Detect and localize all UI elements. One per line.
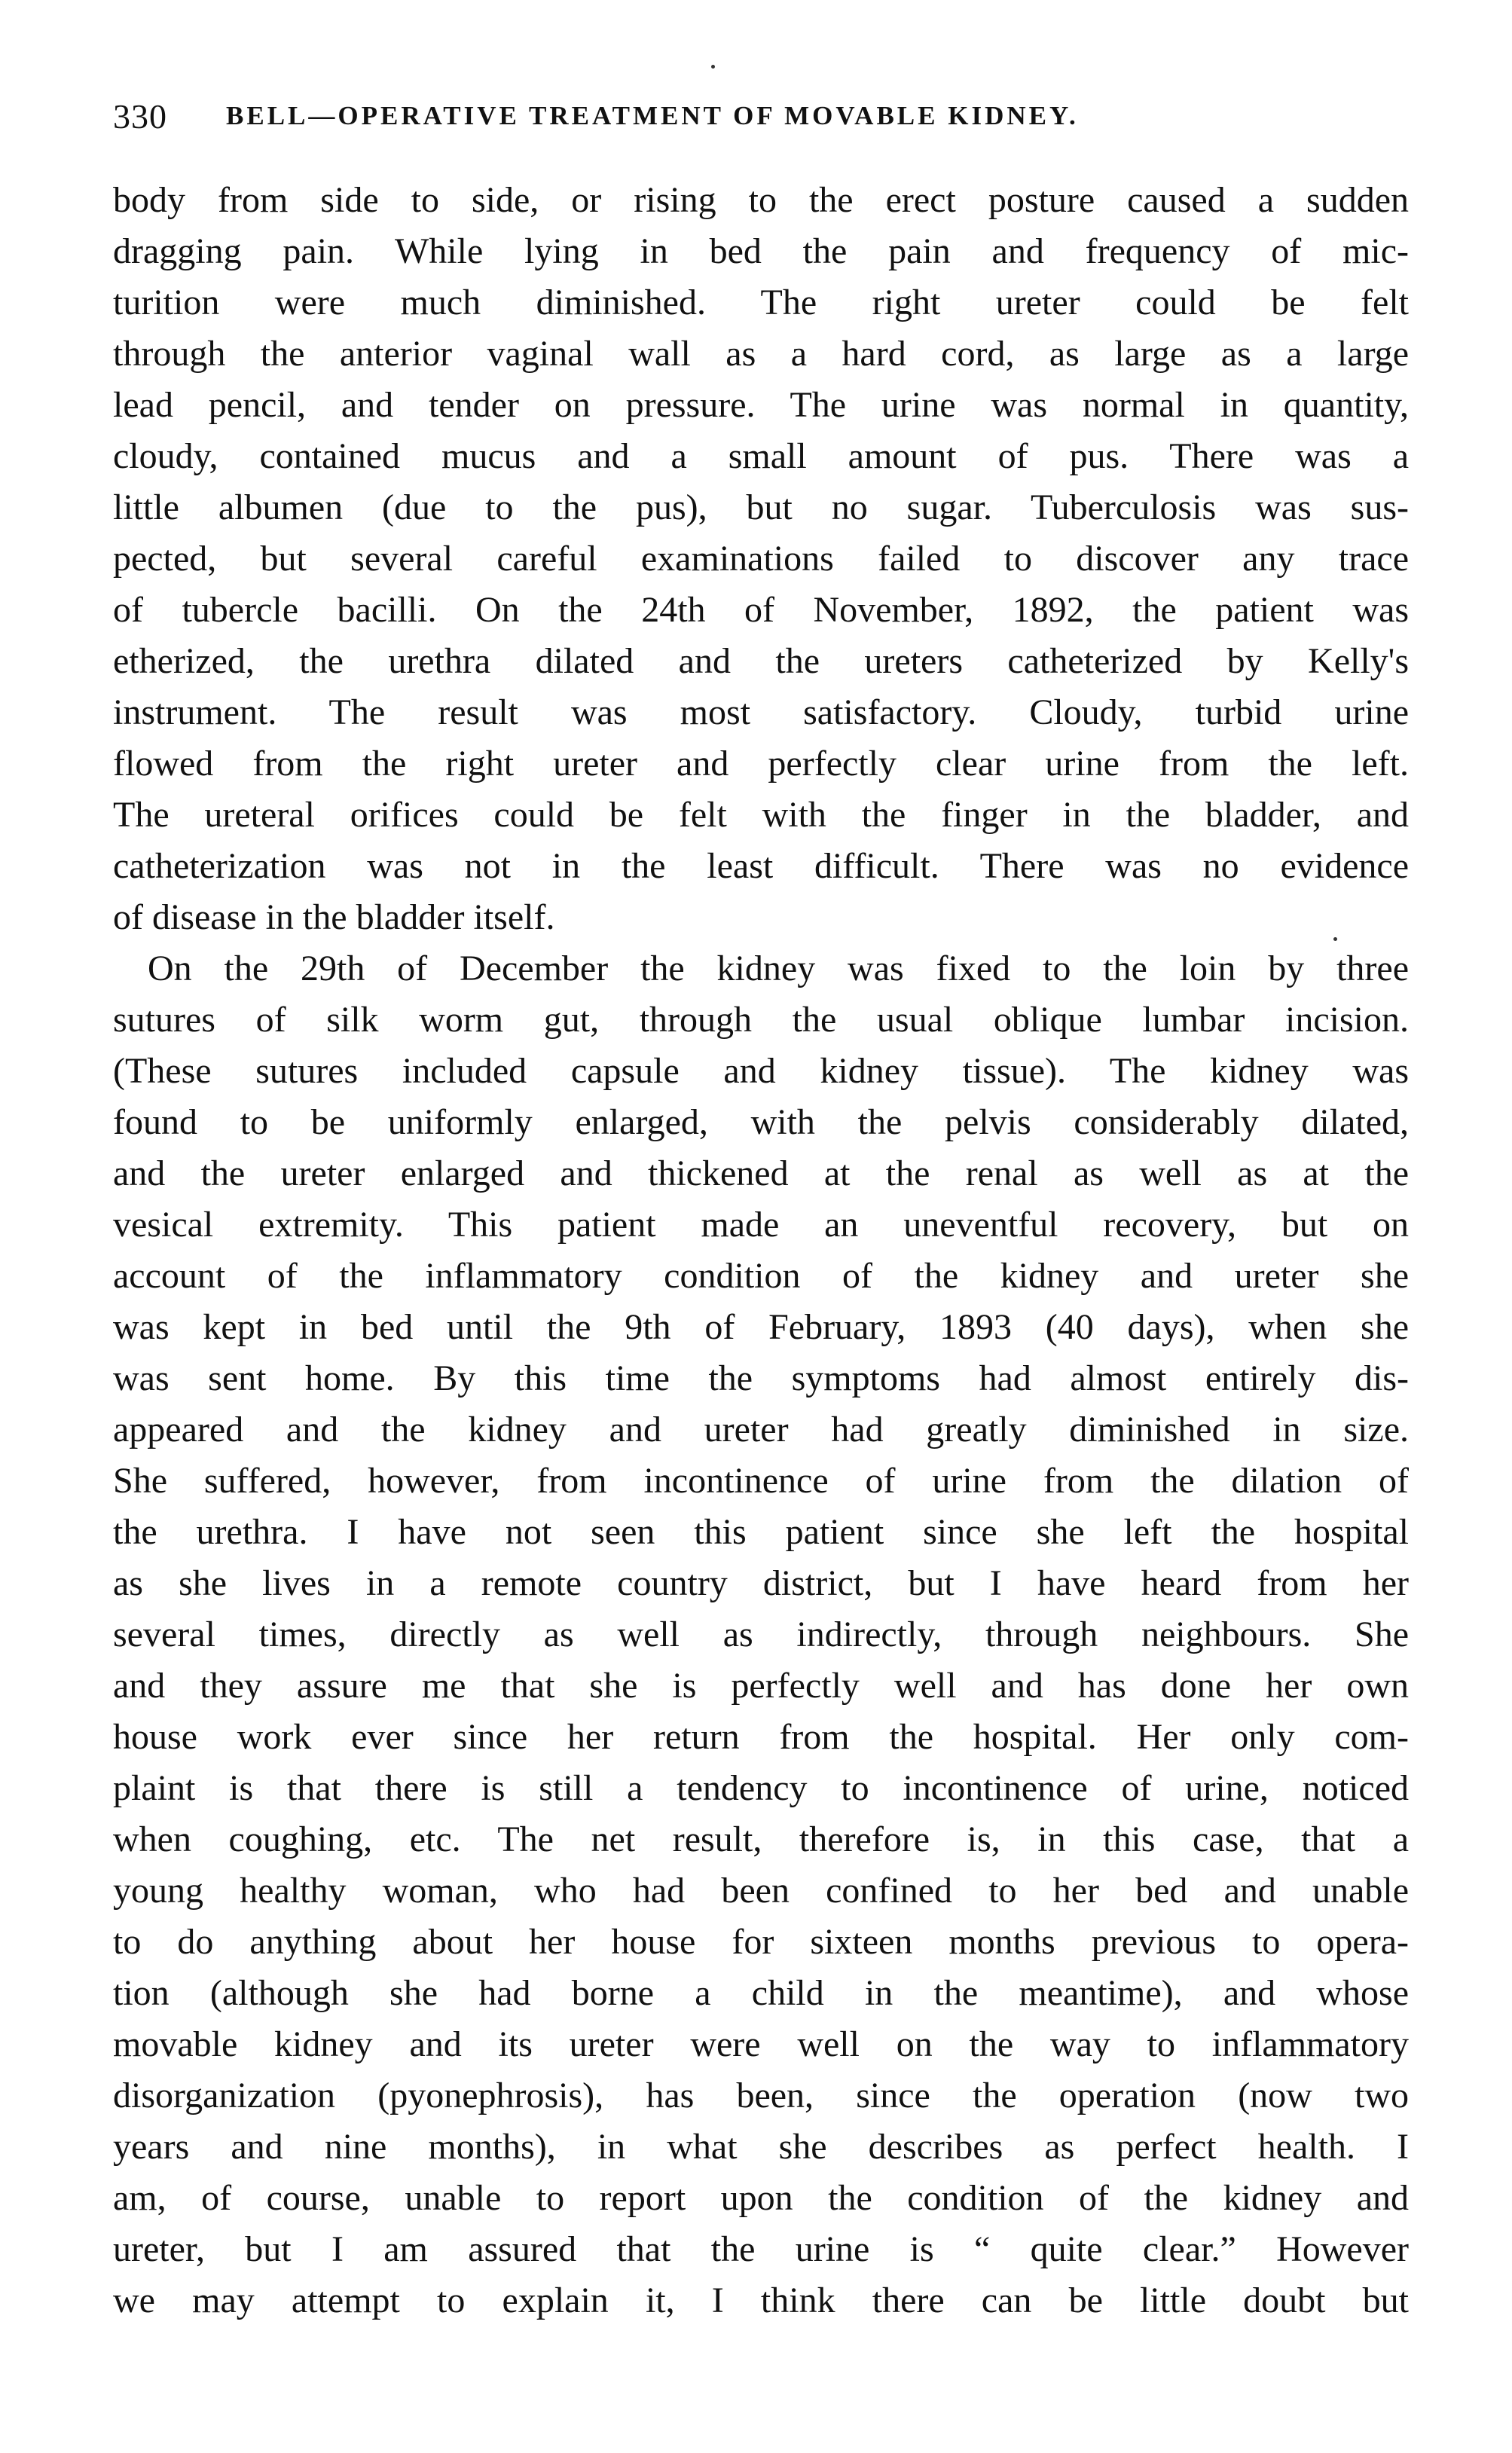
text-line: am, of course, unable to report upon the condition of the kidney and — [113, 2178, 1409, 2218]
text-line: house work ever since her return from the hospital. Her only com- — [113, 1717, 1409, 1757]
text-line: turition were much diminished. The right ureter could be felt — [113, 283, 1409, 322]
body-text — [113, 175, 1409, 2326]
text-line: years and nine months), in what she describes as perfect health. I — [113, 2127, 1409, 2167]
text-line: to do anything about her house for sixteen months previous to opera- — [113, 1922, 1409, 1962]
text-line-paragraph-start: On the 29th of December the kidney was fixed to the loin by three — [148, 949, 1409, 988]
text-line: appeared and the kidney and ureter had greatly diminished in size. — [113, 1410, 1409, 1450]
text-line: little albumen (due to the pus), but no sugar. Tuberculosis was sus- — [113, 487, 1409, 527]
text-line: movable kidney and its ureter were well on the way to inflammatory — [113, 2024, 1409, 2064]
text-line: She suffered, however, from incontinence of urine from the dilation of — [113, 1461, 1409, 1501]
text-line: disorganization (pyonephrosis), has been, since the operation (now two — [113, 2076, 1409, 2115]
text-line: and the ureter enlarged and thickened at the renal as well as at the — [113, 1153, 1409, 1193]
text-line: etherized, the urethra dilated and the ureters catheterized by Kelly's — [113, 641, 1409, 681]
text-line: several times, directly as well as indirectly, through neighbours. She — [113, 1614, 1409, 1654]
text-line: account of the inflammatory condition of the kidney and ureter she — [113, 1256, 1409, 1296]
text-line: tion (although she had borne a child in the meantime), and whose — [113, 1973, 1409, 2013]
text-line: pected, but several careful examinations failed to discover any trace — [113, 539, 1409, 579]
text-line: (These sutures included capsule and kidney tissue). The kidney was — [113, 1051, 1409, 1091]
text-line: found to be uniformly enlarged, with the pelvis considerably dilated, — [113, 1102, 1409, 1142]
print-speck — [711, 65, 715, 69]
text-line: dragging pain. While lying in bed the pain and frequency of mic- — [113, 231, 1409, 271]
text-line: plaint is that there is still a tendency to incontinence of urine, noticed — [113, 1768, 1409, 1808]
text-line: sutures of silk worm gut, through the usual oblique lumbar incision. — [113, 1000, 1409, 1040]
text-line: instrument. The result was most satisfactory. Cloudy, turbid urine — [113, 692, 1409, 732]
text-line: body from side to side, or rising to the erect posture caused a sudden — [113, 180, 1409, 220]
text-line: flowed from the right ureter and perfectly clear urine from the left. — [113, 744, 1409, 784]
text-line: catheterization was not in the least difficult. There was no evidence — [113, 846, 1409, 886]
text-line: when coughing, etc. The net result, therefore is, in this case, that a — [113, 1819, 1409, 1859]
running-title: BELL—OPERATIVE TREATMENT OF MOVABLE KIDNEY. — [226, 101, 1079, 130]
text-line: of tubercle bacilli. On the 24th of November, 1892, the patient was — [113, 590, 1409, 630]
text-line: cloudy, contained mucus and a small amount of pus. There was a — [113, 436, 1409, 476]
text-line: was sent home. By this time the symptoms had almost entirely dis- — [113, 1358, 1409, 1398]
page-number: 330 — [113, 97, 167, 136]
text-line: the urethra. I have not seen this patient since she left the hospital — [113, 1512, 1409, 1552]
text-line: vesical extremity. This patient made an uneventful recovery, but on — [113, 1205, 1409, 1245]
text-line: lead pencil, and tender on pressure. The urine was normal in quantity, — [113, 385, 1409, 425]
text-line: we may attempt to explain it, I think there can be little doubt but — [113, 2280, 1409, 2320]
text-line: young healthy woman, who had been confined to her bed and unable — [113, 1871, 1409, 1911]
text-line-paragraph-end: of disease in the bladder itself. — [113, 897, 555, 937]
text-line: The ureteral orifices could be felt with the finger in the bladder, and — [113, 795, 1409, 835]
text-line: and they assure me that she is perfectly well and has done her own — [113, 1666, 1409, 1706]
text-line: was kept in bed until the 9th of February, 1893 (40 days), when she — [113, 1307, 1409, 1347]
running-head — [113, 96, 1409, 142]
text-line: through the anterior vaginal wall as a hard cord, as large as a large — [113, 334, 1409, 374]
text-line: ureter, but I am assured that the urine is “ quite clear.” However — [113, 2229, 1409, 2269]
text-line: as she lives in a remote country district, but I have heard from her — [113, 1563, 1409, 1603]
